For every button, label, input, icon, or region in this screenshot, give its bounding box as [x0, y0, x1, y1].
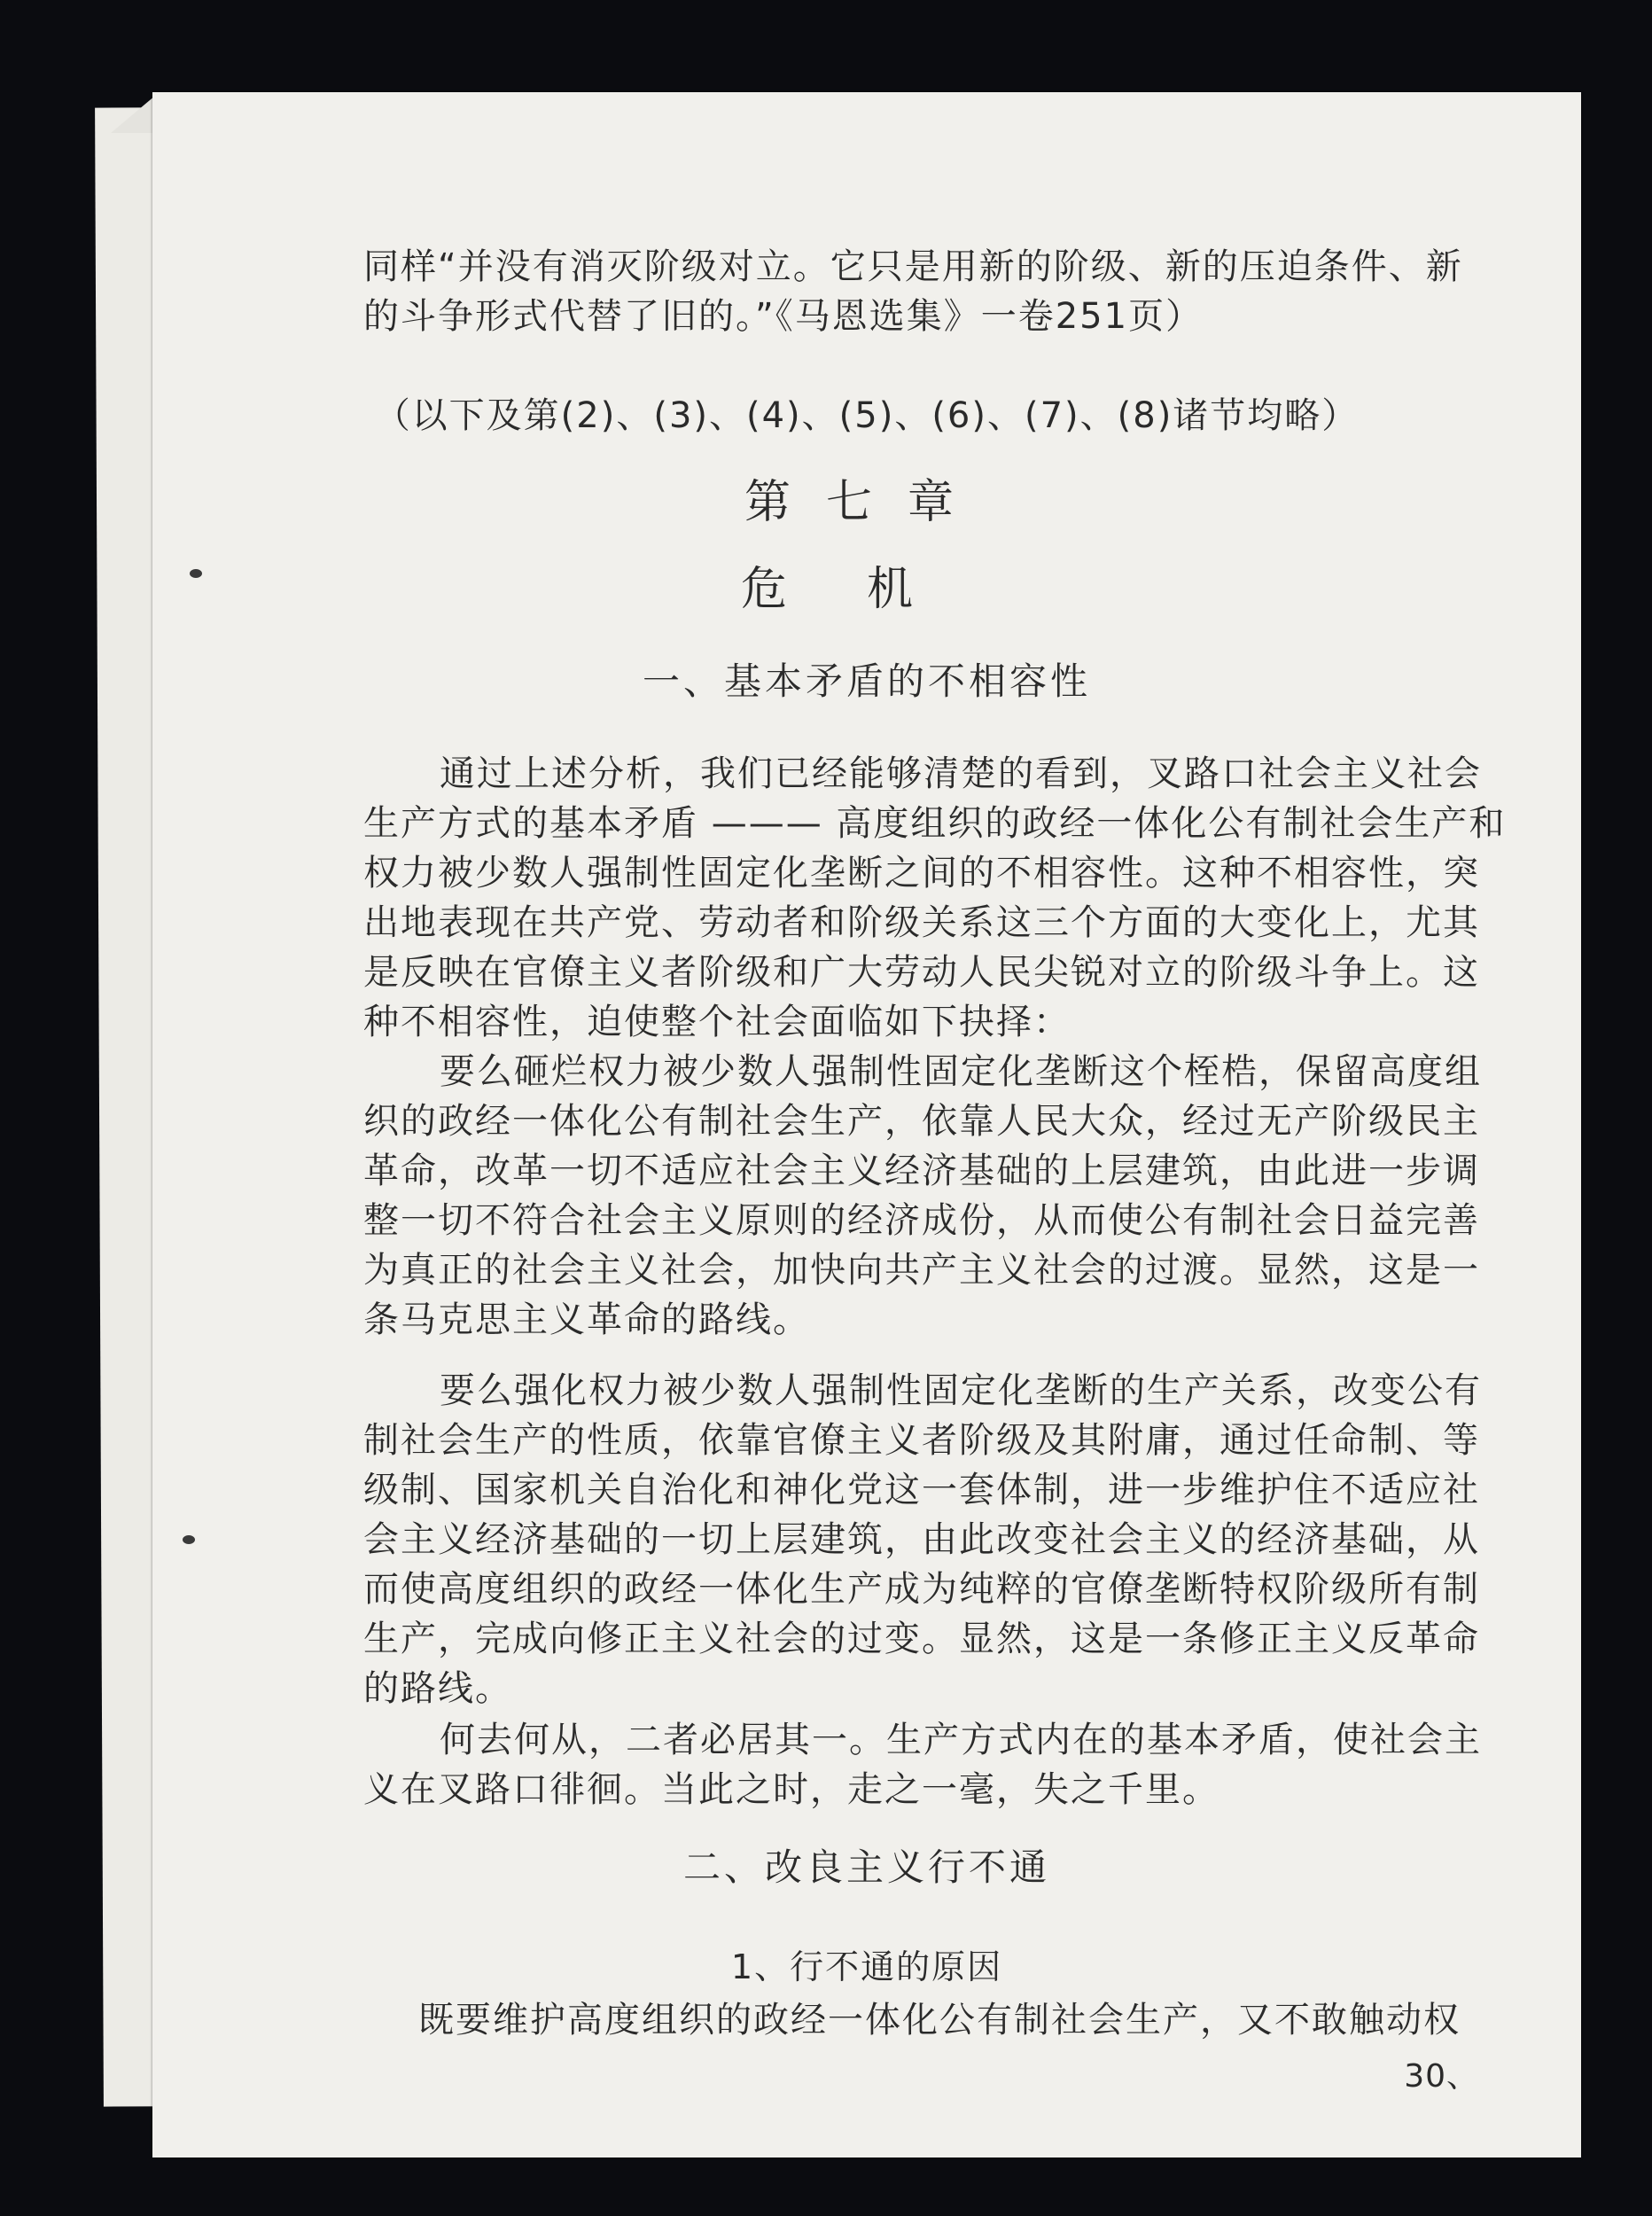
para-1-line-5: 是反映在官僚主义者阶级和广大劳动人民尖锐对立的阶级斗争上。这: [363, 952, 1480, 993]
para-1-line-3: 权力被少数人强制性固定化垄断之间的不相容性。这种不相容性，突: [363, 853, 1480, 893]
para-1-line-1: 通过上述分析，我们已经能够清楚的看到，叉路口社会主义社会: [440, 753, 1482, 794]
para-3-line-2: 制社会生产的性质，依靠官僚主义者阶级及其附庸，通过任命制、等: [363, 1420, 1480, 1461]
para-2-line-6: 条马克思主义革命的路线。: [363, 1299, 810, 1340]
para-2-line-1: 要么砸烂权力被少数人强制性固定化垄断这个桎梏，保留高度组: [440, 1051, 1482, 1092]
para-2-line-4: 整一切不符合社会主义原则的经济成份，从而使公有制社会日益完善: [363, 1200, 1480, 1241]
ink-spot: [190, 569, 202, 578]
chapter-heading: 第七章: [744, 476, 989, 529]
para-2-line-5: 为真正的社会主义社会，加快向共产主义社会的过渡。显然，这是一: [363, 1250, 1480, 1291]
para-2-line-2: 织的政经一体化公有制社会生产，依靠人民大众，经过无产阶级民主: [363, 1101, 1480, 1142]
para-3-line-5: 而使高度组织的政经一体化生产成为纯粹的官僚垄断特权阶级所有制: [363, 1569, 1480, 1610]
para-3-line-7: 的路线。: [363, 1668, 512, 1709]
para-4-line-2: 义在叉路口徘徊。当此之时，走之一毫，失之千里。: [363, 1769, 1220, 1810]
para-3-line-1: 要么强化权力被少数人强制性固定化垄断的生产关系，改变公有: [440, 1370, 1482, 1411]
opening-line-2: 的斗争形式代替了旧的。”《马恩选集》一卷251页）: [363, 296, 1204, 337]
ink-spot: [183, 1535, 195, 1544]
final-line: 既要维护高度组织的政经一体化公有制社会生产，又不敢触动权: [418, 2000, 1461, 2040]
para-1-line-2: 生产方式的基本矛盾 ——— 高度组织的政经一体化公有制社会生产和: [363, 803, 1507, 844]
chapter-title: 危机: [740, 563, 993, 616]
opening-line-1: 同样“并没有消灭阶级对立。它只是用新的阶级、新的压迫条件、新: [363, 246, 1463, 287]
section-2-title: 二、改良主义行不通: [682, 1845, 1050, 1889]
para-2-line-3: 革命，改革一切不适应社会主义经济基础的上层建筑，由此进一步调: [363, 1151, 1480, 1191]
para-4-line-1: 何去何从，二者必居其一。生产方式内在的基本矛盾，使社会主: [440, 1720, 1482, 1760]
para-1-line-4: 出地表现在共产党、劳动者和阶级关系这三个方面的大变化上，尤其: [363, 902, 1480, 943]
subsection-title: 1、行不通的原因: [730, 1947, 1003, 1986]
page-number: 30、: [1404, 2058, 1479, 2095]
para-1-line-6: 种不相容性，迫使整个社会面临如下抉择：: [363, 1002, 1071, 1042]
para-3-line-6: 生产，完成向修正主义社会的过变。显然，这是一条修正主义反革命: [363, 1619, 1480, 1659]
document-page: [152, 92, 1581, 2157]
para-3-line-3: 级制、国家机关自治化和神化党这一套体制，进一步维护住不适应社: [363, 1470, 1480, 1510]
omission-note: （以下及第(2)、(3)、(4)、(5)、(6)、(7)、(8)诸节均略）: [374, 395, 1360, 436]
section-1-title: 一、基本矛盾的不相容性: [642, 659, 1091, 703]
para-3-line-4: 会主义经济基础的一切上层建筑，由此改变社会主义的经济基础，从: [363, 1519, 1480, 1560]
folded-corner: [111, 96, 155, 133]
